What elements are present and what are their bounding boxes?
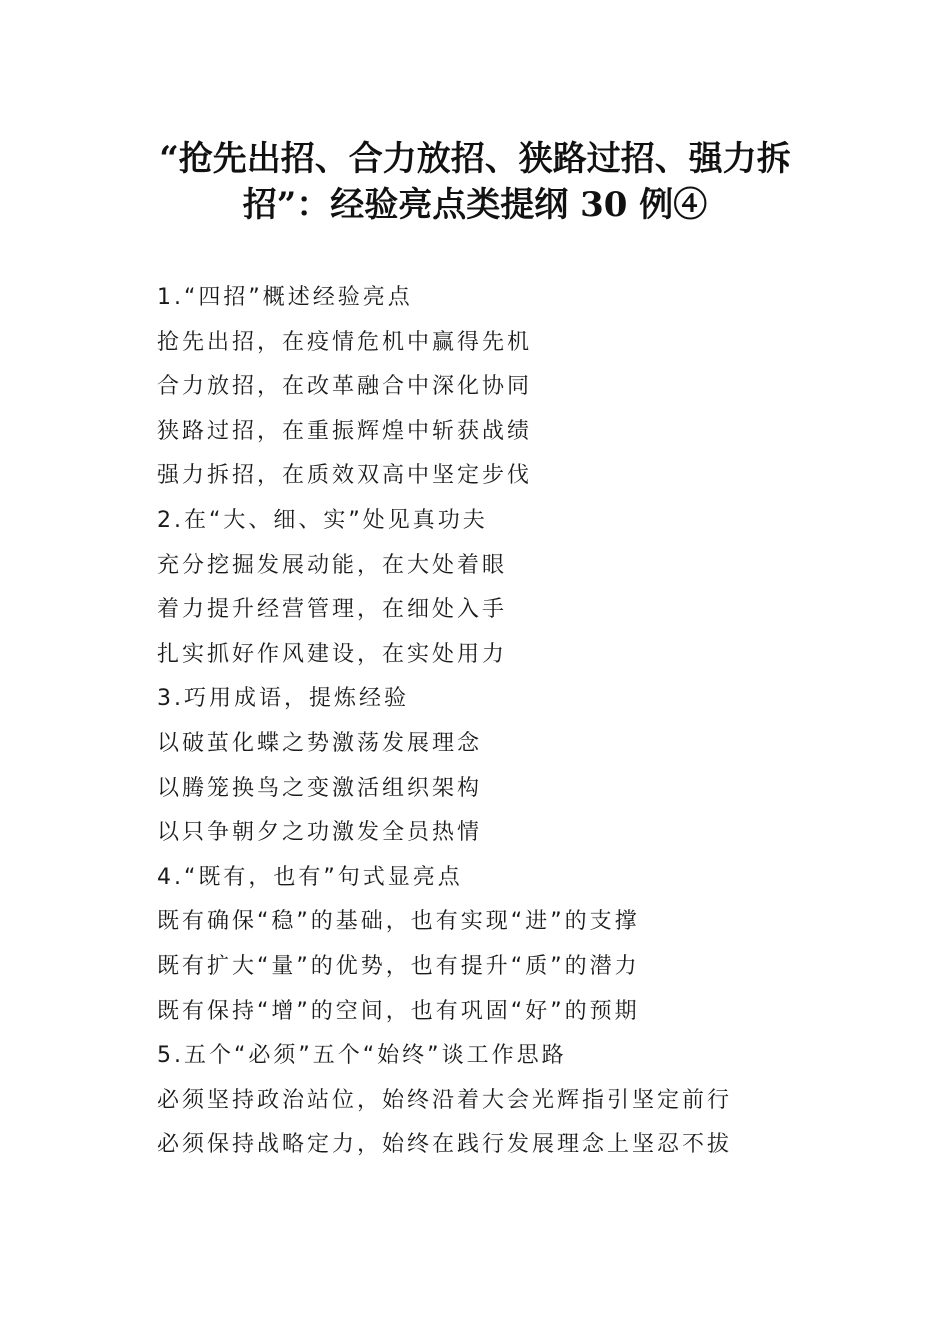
body-line: 必须坚持政治站位，始终沿着大会光辉指引坚定前行 [157,1087,733,1113]
body-line: 既有扩大“量”的优势，也有提升“质”的潜力 [157,953,640,979]
body-line: 强力拆招，在质效双高中坚定步伐 [157,463,533,489]
body-line: 必须保持战略定力，始终在践行发展理念上坚忍不拔 [157,1132,733,1158]
section-heading-2: 2.在“大、细、实”处见真功夫 [157,507,488,533]
body-line: 既有保持“增”的空间，也有巩固“好”的预期 [157,998,640,1024]
body-line: 充分挖掘发展动能，在大处着眼 [157,552,508,578]
document-title [120,136,830,228]
body-line: 扎实抓好作风建设，在实处用力 [157,641,508,667]
body-line: 抢先出招，在疫情危机中赢得先机 [157,329,533,355]
body-line: 合力放招，在改革融合中深化协同 [157,374,533,400]
section-heading-4: 4.“既有，也有”句式显亮点 [157,864,463,890]
section-heading-5: 5.五个“必须”五个“始终”谈工作思路 [157,1043,567,1069]
body-line: 以只争朝夕之功激发全员热情 [157,820,483,846]
section-heading-1: 1.“四招”概述经验亮点 [157,285,413,310]
title-line-1: “抢先出招、合力放招、狭路过招、强力拆 [159,139,791,179]
section-heading-3: 3.巧用成语，提炼经验 [157,686,409,712]
body-line: 以破茧化蝶之势激荡发展理念 [157,730,483,756]
body-line: 着力提升经营管理，在细处入手 [157,597,508,623]
body-line: 以腾笼换鸟之变激活组织架构 [157,775,483,801]
body-line: 狭路过招，在重振辉煌中斩获战绩 [157,418,533,444]
body-line: 既有确保“稳”的基础，也有实现“进”的支撑 [157,909,640,935]
document-body [157,282,857,1174]
title-line-2: 招”：经验亮点类提纲 30 例④ [242,185,708,225]
